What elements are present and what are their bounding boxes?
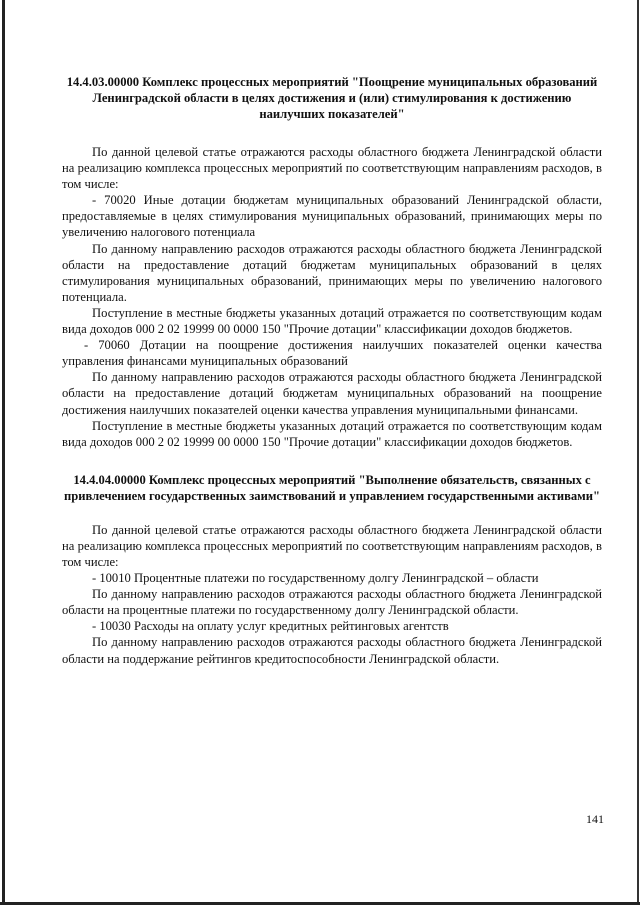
document-body [62, 74, 602, 667]
paragraph: Поступление в местные бюджеты указанных дотаций отражается по соответствующим кодам вида доходов 000 2 02 19999 00 0000 150 "Прочие дотации" классификации доходов бюджетов. [62, 305, 602, 337]
section-heading: 14.4.03.00000 Комплекс процессных мероприятий "Поощрение муниципальных образований Ленинградской области в целях достижения и (или) стимулирования к достижению наилучших показателей" [66, 75, 598, 121]
paragraph: Поступление в местные бюджеты указанных дотаций отражается по соответствующим кодам вида доходов 000 2 02 19999 00 0000 150 "Прочие дотации" классификации доходов бюджетов. [62, 418, 602, 449]
section-heading: 14.4.04.00000 Комплекс процессных мероприятий "Выполнение обязательств, связанных с привлечением государственных заимствований и управлением государственными активами" [63, 472, 601, 503]
paragraph: По данной целевой статье отражаются расходы областного бюджета Ленинградской области на реализацию комплекса процессных мероприятий по соответствующим направлениям расходов, в том числе: [62, 145, 602, 192]
paragraph: По данной целевой статье отражаются расходы областного бюджета Ленинградской области на реализацию комплекса процессных мероприятий по соответствующим направлениям расходов, в том числе: [62, 522, 602, 569]
expense-item: - 70060 Дотации на поощрение достижения наилучших показателей оценки качества управления финансами муниципальных образований [62, 338, 602, 369]
expense-item: - 10010 Процентные платежи по государственному долгу Ленинградской – области [92, 571, 539, 586]
page-number: 141 [586, 812, 604, 826]
expense-item: - 70020 Иные дотации бюджетам муниципальных образований Ленинградской области, предоставляемые в целях стимулирования муниципальных образований, принимающих меры по увеличению налогового потенциала [62, 193, 602, 240]
paragraph: По данному направлению расходов отражаются расходы областного бюджета Ленинградской области на процентные платежи по государственному долгу Ленинградской области. [62, 587, 602, 618]
expense-item: - 10030 Расходы на оплату услуг кредитных рейтинговых агентств [92, 619, 449, 634]
paragraph: По данному направлению расходов отражаются расходы областного бюджета Ленинградской области на предоставление дотаций бюджетам муниципальных образований в целях стимулирования муниципальных образований, принимающих меры по увеличению налогового потенциала. [62, 241, 602, 304]
scan-edge-left [2, 0, 5, 905]
paragraph: По данному направлению расходов отражаются расходы областного бюджета Ленинградской области на поддержание рейтингов кредитоспособности Ленинградской области. [62, 635, 602, 666]
paragraph: По данному направлению расходов отражаются расходы областного бюджета Ленинградской области на предоставление дотаций бюджетам муниципальных образований на поощрение достижения наилучших показателей оценки качества управления муниципальными финансами. [62, 370, 602, 417]
scan-edge-right [637, 0, 639, 905]
